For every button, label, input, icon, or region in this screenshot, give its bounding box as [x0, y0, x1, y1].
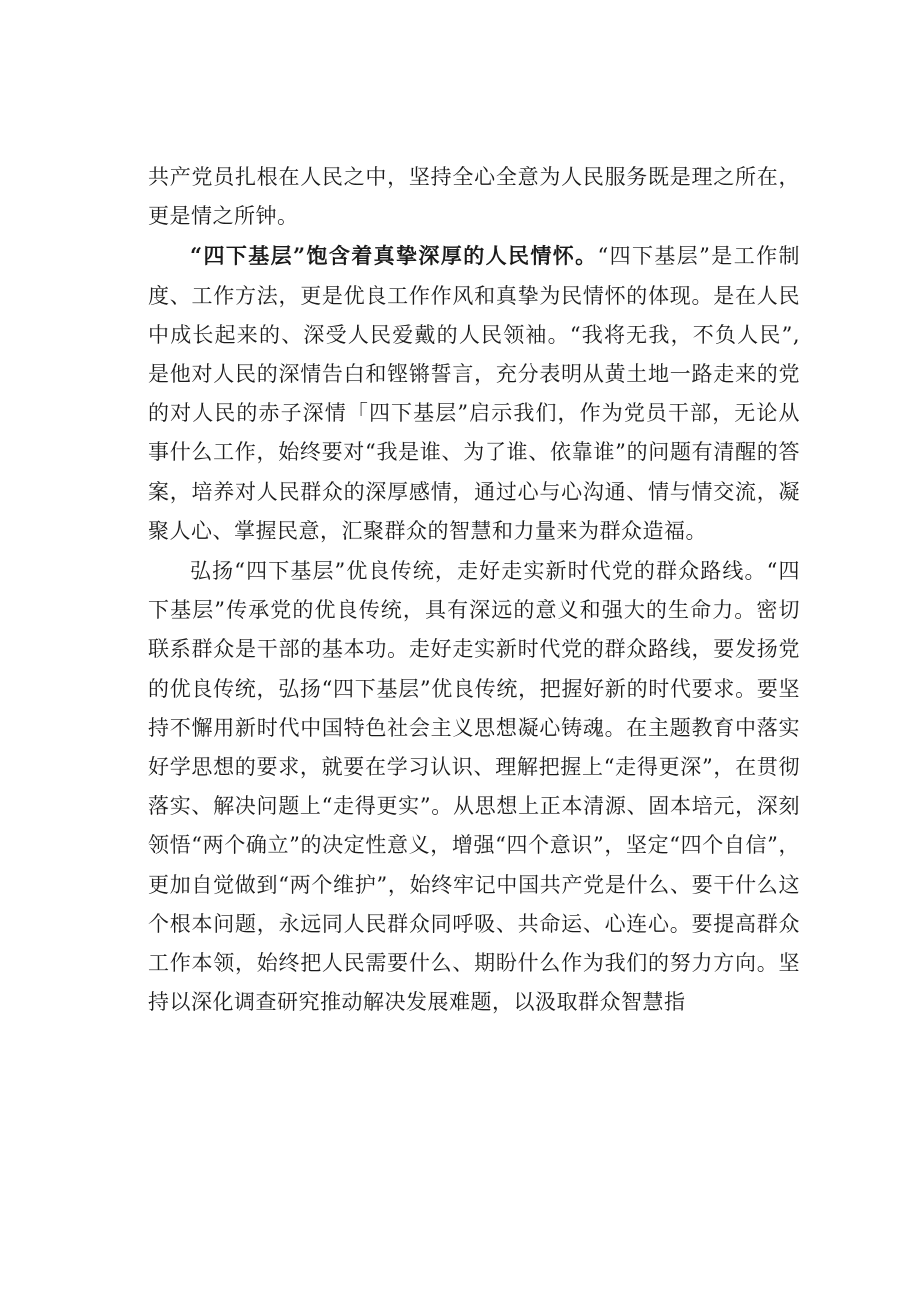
document-body	[148, 157, 800, 1022]
paragraph-3	[148, 551, 800, 1022]
paragraph-1-text: 共产党员扎根在人民之中，坚持全心全意为人民服务既是理之所在，更是情之所钟。	[148, 165, 800, 229]
paragraph-2	[148, 236, 800, 551]
paragraph-3-text: 弘扬“四下基层”优良传统，走好走实新时代党的群众路线。“四下基层”传承党的优良传统，具有深远的意义和强大的生命力。密切联系群众是干部的基本功。走好走实新时代党的群众路线，要发扬党的优良传统，弘扬“四下基层”优良传统，把握好新的时代要求。要坚持不懈用新时代中国特色社会主义思想凝心铸魂。在主题教育中落实好学思想的要求，就要在学习认识、理解把握上“走得更深”，在贯彻落实、解决问题上“走得更实”。从思想上正本清源、固本培元，深刻领悟“两个确立”的决定性意义，增强“四个意识”，坚定“四个自信”，更加自觉做到“两个维护”，始终牢记中国共产党是什么、要干什么这个根本问题，永远同人民群众同呼吸、共命运、心连心。要提高群众工作本领，始终把人民需要什么、期盼什么作为我们的努力方向。坚持以深化调查研究推动解决发展难题，以汲取群众智慧指	[148, 559, 800, 1015]
paragraph-2-lead: “四下基层”饱含着真挚深厚的人民情怀。	[190, 243, 598, 269]
paragraph-1	[148, 157, 800, 236]
paragraph-2-text: “四下基层”是工作制度、工作方法，更是优良工作作风和真挚为民情怀的体现。是在人民中成长起来的、深受人民爱戴的人民领袖。“我将无我，不负人民”,是他对人民的深情告白和铿锵誓言，充分表明从黄土地一路走来的党的对人民的赤子深情「四下基层”启示我们，作为党员干部，无论从事什么工作，始终要对“我是谁、为了谁、依靠谁”的问题有清醒的答案，培养对人民群众的深厚感情，通过心与心沟通、情与情交流，凝聚人心、掌握民意，汇聚群众的智慧和力量来为群众造福。	[148, 244, 800, 543]
